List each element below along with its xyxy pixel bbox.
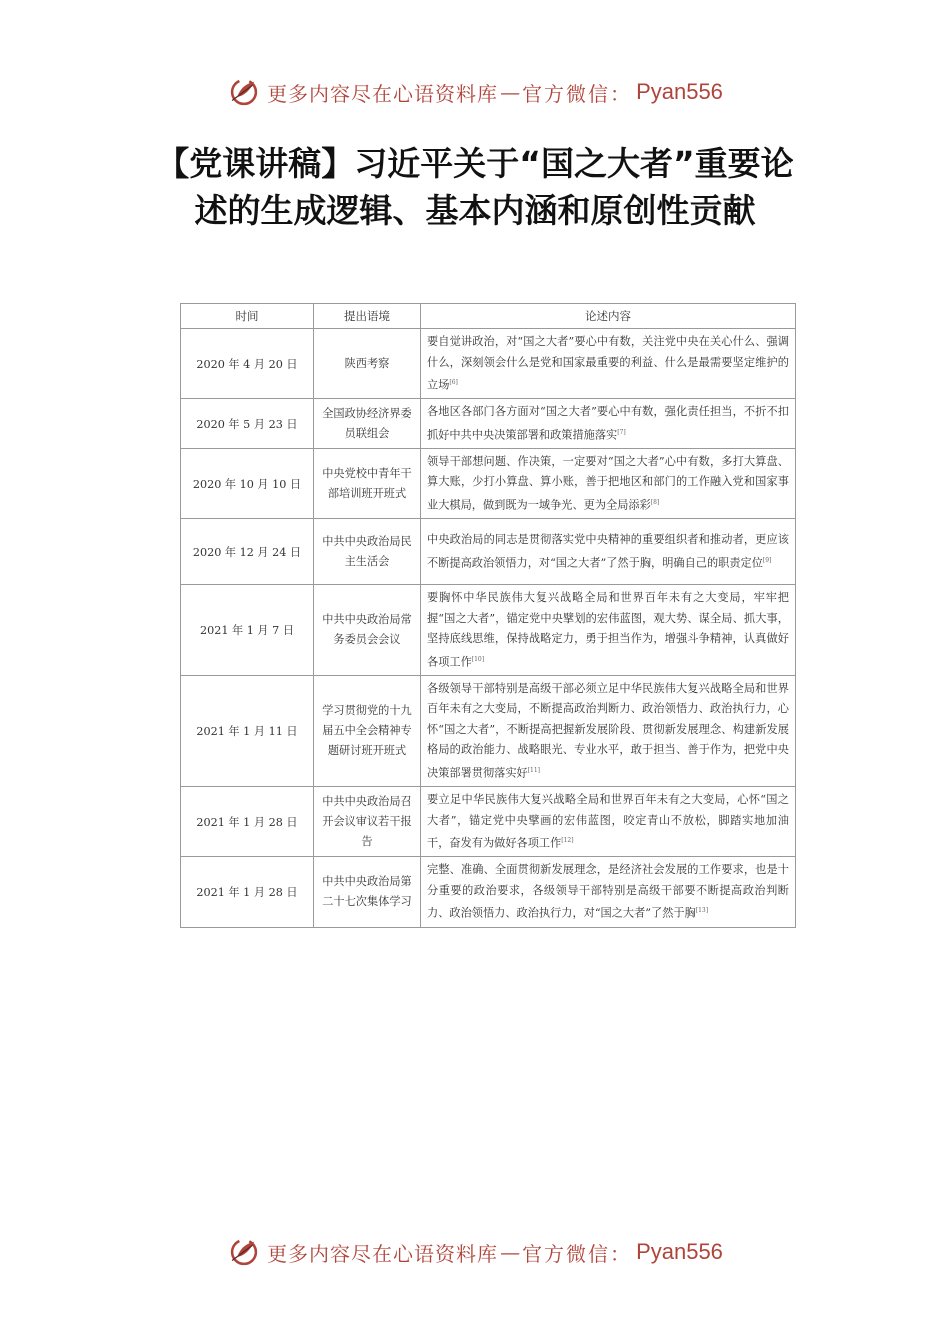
citation-ref: [8] bbox=[650, 498, 660, 506]
table-row bbox=[181, 585, 796, 676]
row-context: 中共中央政治局召开会议审议若干报告 bbox=[314, 787, 421, 857]
row-date: 2021 年 1 月 28 日 bbox=[181, 857, 314, 927]
row-date: 2020 年 4 月 20 日 bbox=[181, 329, 314, 399]
bottom-banner bbox=[0, 1232, 950, 1272]
row-content: 完整、准确、全面贯彻新发展理念，是经济社会发展的工作要求，也是十分重要的政治要求，各级领导干部特别是高级干部要不断提高政治判断力、政治领悟力、政治执行力，对“国之大者”了然于胸[13] bbox=[421, 857, 796, 927]
heart-leaf-logo-icon bbox=[227, 1235, 261, 1269]
row-content: 要胸怀中华民族伟大复兴战略全局和世界百年未有之大变局，牢牢把握“国之大者”，锚定党中央擘划的宏伟蓝图，观大势、谋全局、抓大事，坚持底线思维，保持战略定力，勇于担当作为，增强斗争精神，认真做好各项工作[10] bbox=[421, 585, 796, 676]
row-context: 中央党校中青年干部培训班开班式 bbox=[314, 448, 421, 518]
citation-ref: [12] bbox=[561, 837, 574, 845]
citation-ref: [11] bbox=[527, 766, 541, 774]
page-title bbox=[0, 140, 950, 234]
row-date: 2021 年 1 月 7 日 bbox=[181, 585, 314, 676]
banner-text: 更多内容尽在心语资料库 bbox=[267, 1241, 499, 1266]
row-context: 学习贯彻党的十九届五中全会精神专题研讨班开班式 bbox=[314, 675, 421, 786]
row-content: 要自觉讲政治，对“国之大者”要心中有数，关注党中央在关心什么、强调什么，深刻领会什么是党和国家最重要的利益、什么是最需要坚定维护的立场[6] bbox=[421, 329, 796, 399]
banner-separator: — bbox=[500, 1240, 521, 1264]
table-row bbox=[181, 329, 796, 399]
row-content: 各地区各部门各方面对“国之大者”要心中有数，强化责任担当，不折不扣抓好中共中央决策部署和政策措施落实[7] bbox=[421, 399, 796, 449]
table-row bbox=[181, 448, 796, 518]
banner-wechat-id: Pyan556 bbox=[636, 79, 723, 104]
table-row bbox=[181, 519, 796, 585]
citation-ref: [13] bbox=[695, 907, 709, 915]
banner-label: 官方微信： bbox=[522, 1241, 633, 1266]
row-content: 各级领导干部特别是高级干部必须立足中华民族伟大复兴战略全局和世界百年未有之大变局，不断提高政治判断力、政治领悟力、政治执行力，心怀“国之大者”，不断提高把握新发展阶段、贯彻新发展理念、构建新发展格局的政治能力、战略眼光、专业水平，敢于担当、善于作为，把党中央决策部署贯彻落实好[11] bbox=[421, 675, 796, 786]
statement-table bbox=[180, 303, 796, 928]
table-row bbox=[181, 787, 796, 857]
title-line-2: 述的生成逻辑、基本内涵和原创性贡献 bbox=[194, 191, 756, 230]
header-content: 论述内容 bbox=[421, 304, 796, 329]
banner-text: 更多内容尽在心语资料库 bbox=[267, 81, 499, 106]
row-date: 2021 年 1 月 11 日 bbox=[181, 675, 314, 786]
header-context: 提出语境 bbox=[314, 304, 421, 329]
heart-leaf-logo-icon bbox=[227, 75, 261, 109]
citation-ref: [6] bbox=[449, 379, 458, 386]
row-context: 中共中央政治局第二十七次集体学习 bbox=[314, 857, 421, 927]
banner-label: 官方微信： bbox=[522, 81, 633, 106]
row-content: 要立足中华民族伟大复兴战略全局和世界百年未有之大变局，心怀“国之大者”，锚定党中央擘画的宏伟蓝图，咬定青山不放松，脚踏实地加油干，奋发有为做好各项工作[12] bbox=[421, 787, 796, 857]
row-date: 2021 年 1 月 28 日 bbox=[181, 787, 314, 857]
banner-wechat-id: Pyan556 bbox=[636, 1239, 723, 1264]
row-content: 中央政治局的同志是贯彻落实党中央精神的重要组织者和推动者，更应该不断提高政治领悟力，对“国之大者”了然于胸，明确自己的职责定位[9] bbox=[421, 519, 796, 585]
row-context: 陕西考察 bbox=[314, 329, 421, 399]
title-line-1: 【党课讲稿】习近平关于“国之大者”重要论 bbox=[156, 144, 794, 183]
table-row bbox=[181, 857, 796, 927]
row-content: 领导干部想问题、作决策，一定要对“国之大者”心中有数，多打大算盘、算大账，少打小算盘、算小账，善于把地区和部门的工作融入党和国家事业大棋局，做到既为一域争光、更为全局添彩[8] bbox=[421, 448, 796, 518]
row-context: 中共中央政治局民主生活会 bbox=[314, 519, 421, 585]
row-date: 2020 年 5 月 23 日 bbox=[181, 399, 314, 449]
citation-ref: [7] bbox=[617, 428, 626, 436]
row-context: 全国政协经济界委员联组会 bbox=[314, 399, 421, 449]
row-context: 中共中央政治局常务委员会会议 bbox=[314, 585, 421, 676]
row-date: 2020 年 12 月 24 日 bbox=[181, 519, 314, 585]
citation-ref: [10] bbox=[471, 655, 485, 663]
citation-ref: [9] bbox=[762, 556, 772, 564]
table-header-row bbox=[181, 304, 796, 329]
top-banner bbox=[0, 72, 950, 112]
banner-separator: — bbox=[500, 80, 521, 104]
table-row bbox=[181, 399, 796, 449]
table-row bbox=[181, 675, 796, 786]
header-date: 时间 bbox=[181, 304, 314, 329]
row-date: 2020 年 10 月 10 日 bbox=[181, 448, 314, 518]
